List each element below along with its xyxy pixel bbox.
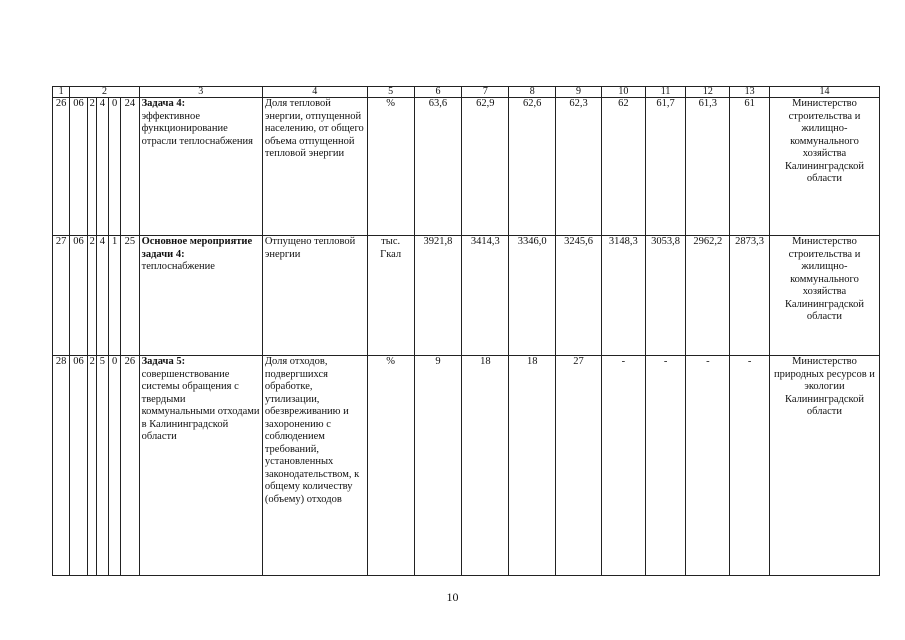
code-cell: 4 — [96, 236, 108, 356]
code-cell: 24 — [121, 98, 139, 236]
value-cell: 62,9 — [462, 98, 509, 236]
header-cell: 10 — [601, 87, 645, 98]
code-cell: 2 — [87, 356, 96, 576]
header-cell: 3 — [139, 87, 262, 98]
executor-cell: Министерство природных ресурсов и экологии Калининградской области — [769, 356, 879, 576]
row-number: 28 — [53, 356, 70, 576]
task-title: Основное мероприятие задачи 4: — [141, 236, 253, 260]
indicator-cell: Доля тепловой энергии, отпущенной населению, от общего объема отпущенной тепловой энергии — [262, 98, 367, 236]
value-cell: 2962,2 — [686, 236, 730, 356]
task-text: теплоснабжение — [141, 261, 215, 272]
header-cell: 4 — [262, 87, 367, 98]
value-cell: 3414,3 — [462, 236, 509, 356]
value-cell: 2873,3 — [730, 236, 770, 356]
task-cell — [139, 98, 262, 236]
task-cell — [139, 236, 262, 356]
row-number: 26 — [53, 98, 70, 236]
unit-cell: % — [367, 98, 414, 236]
header-row — [53, 87, 880, 98]
executor-cell: Министерство строительства и жилищно-коммунального хозяйства Калининградской области — [769, 98, 879, 236]
value-cell: - — [645, 356, 686, 576]
code-cell: 06 — [70, 98, 87, 236]
header-cell: 13 — [730, 87, 770, 98]
code-cell: 0 — [109, 98, 121, 236]
value-cell: - — [730, 356, 770, 576]
unit-cell: тыс. Гкал — [367, 236, 414, 356]
code-cell: 5 — [96, 356, 108, 576]
page-number: 10 — [446, 590, 459, 604]
header-cell: 2 — [70, 87, 139, 98]
value-cell: - — [601, 356, 645, 576]
code-cell: 2 — [87, 236, 96, 356]
value-cell: 61 — [730, 98, 770, 236]
header-cell: 14 — [769, 87, 879, 98]
code-cell: 25 — [121, 236, 139, 356]
value-cell: 63,6 — [414, 98, 462, 236]
header-cell: 1 — [53, 87, 70, 98]
code-cell: 1 — [109, 236, 121, 356]
task-text: эффективное функционирование отрасли теплоснабжения — [141, 110, 253, 147]
value-cell: 61,7 — [645, 98, 686, 236]
value-cell: 3148,3 — [601, 236, 645, 356]
code-cell: 06 — [70, 236, 87, 356]
indicator-cell: Доля отходов, подвергшихся обработке, утилизации, обезвреживанию и захоронению с соблюдением требований, установленных законодательством, к общему количеству (объему) отходов — [262, 356, 367, 576]
value-cell: 61,3 — [686, 98, 730, 236]
header-cell: 9 — [556, 87, 602, 98]
header-cell: 5 — [367, 87, 414, 98]
value-cell: 3053,8 — [645, 236, 686, 356]
value-cell: 18 — [509, 356, 556, 576]
value-cell: 3346,0 — [509, 236, 556, 356]
code-cell: 0 — [109, 356, 121, 576]
table-row — [53, 356, 880, 576]
header-cell: 11 — [645, 87, 686, 98]
task-cell — [139, 356, 262, 576]
value-cell: 62,6 — [509, 98, 556, 236]
executor-cell: Министерство строительства и жилищно-коммунального хозяйства Калининградской области — [769, 236, 879, 356]
row-number: 27 — [53, 236, 70, 356]
code-cell: 2 — [87, 98, 96, 236]
value-cell: 62 — [601, 98, 645, 236]
value-cell: 3245,6 — [556, 236, 602, 356]
code-cell: 4 — [96, 98, 108, 236]
value-cell: - — [686, 356, 730, 576]
code-cell: 26 — [121, 356, 139, 576]
indicator-cell: Отпущено тепловой энергии — [262, 236, 367, 356]
task-text: совершенствование системы обращения с твердыми коммунальными отходами в Калининградской области — [141, 368, 260, 442]
code-cell: 06 — [70, 356, 87, 576]
unit-cell: % — [367, 356, 414, 576]
header-cell: 7 — [462, 87, 509, 98]
value-cell: 62,3 — [556, 98, 602, 236]
value-cell: 18 — [462, 356, 509, 576]
task-title: Задача 5: — [141, 356, 186, 367]
header-cell: 6 — [414, 87, 462, 98]
indicators-table — [52, 86, 880, 576]
task-title: Задача 4: — [141, 98, 186, 109]
header-cell: 8 — [509, 87, 556, 98]
header-cell: 12 — [686, 87, 730, 98]
table-row — [53, 98, 880, 236]
value-cell: 9 — [414, 356, 462, 576]
value-cell: 27 — [556, 356, 602, 576]
table-row — [53, 236, 880, 356]
value-cell: 3921,8 — [414, 236, 462, 356]
